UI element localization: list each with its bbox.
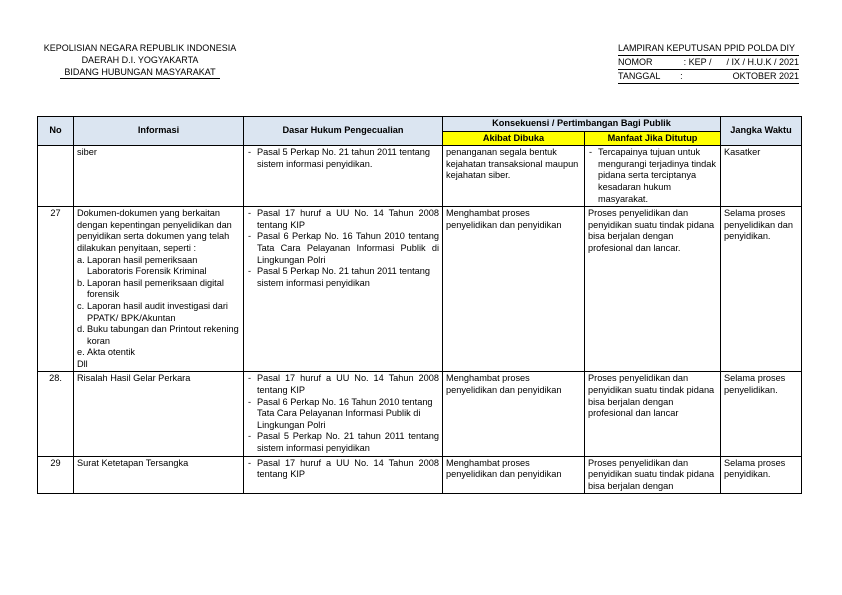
row-manfaat: Proses penyelidikan dan penyidikan suatu tindak pidana bisa berjalan dengan profesional dan lancar.: [585, 207, 721, 372]
legal-basis-item: - Pasal 17 huruf a UU No. 14 Tahun 2008 tentang KIP: [247, 373, 439, 396]
letterhead-right: [618, 42, 799, 84]
list-item: d. Buku tabungan dan Printout rekening koran: [77, 324, 239, 346]
col-jangka-waktu: Jangka Waktu: [721, 117, 802, 146]
number-value: : KEP / / IX / H.U.K / 2021: [683, 57, 799, 67]
list-item: e. Akta otentik: [77, 347, 136, 358]
informasi-tail: Dll: [77, 358, 88, 369]
col-manfaat-ditutup: Manfaat Jika Ditutup: [585, 131, 721, 146]
row-jangka: Selama proses penyelidikan.: [721, 372, 802, 456]
row-dasar: [244, 146, 443, 207]
legal-basis-item: - Pasal 17 huruf a UU No. 14 Tahun 2008 tentang KIP: [247, 208, 439, 231]
row-dasar: [244, 456, 443, 494]
row-informasi: [74, 207, 244, 372]
letterhead-left: [40, 42, 240, 79]
row-akibat: Menghambat proses penyelidikan dan penyidikan: [443, 456, 585, 494]
attachment-title: LAMPIRAN KEPUTUSAN PPID POLDA DIY: [618, 42, 799, 56]
col-informasi: Informasi: [74, 117, 244, 146]
col-konsekuensi: Konsekuensi / Pertimbangan Bagi Publik: [443, 117, 721, 132]
row-manfaat: [585, 146, 721, 207]
row-akibat: Menghambat proses penyelidikan dan penyidikan: [443, 207, 585, 372]
row-manfaat: Proses penyelidikan dan penyidikan suatu tindak pidana bisa berjalan dengan profesional dan lancar: [585, 372, 721, 456]
agency-name: KEPOLISIAN NEGARA REPUBLIK INDONESIA: [43, 43, 237, 53]
date-label: TANGGAL: [618, 71, 661, 81]
row-akibat: penanganan segala bentuk kejahatan transaksional maupun kejahatan siber.: [443, 146, 585, 207]
row-dasar: [244, 207, 443, 372]
row-akibat: Menghambat proses penyelidikan dan penyidikan: [443, 372, 585, 456]
col-dasar-hukum: Dasar Hukum Pengecualian: [244, 117, 443, 146]
table-row: [38, 456, 802, 494]
date-value: : OKTOBER 2021: [680, 71, 799, 81]
row-informasi: Risalah Hasil Gelar Perkara: [74, 372, 244, 456]
row-informasi: siber: [74, 146, 244, 207]
legal-basis-item: - Pasal 5 Perkap No. 21 tahun 2011 tentang sistem informasi penyidikan: [247, 266, 439, 289]
row-no: 27: [38, 207, 74, 372]
number-line: [618, 56, 799, 70]
row-no: 29: [38, 456, 74, 494]
legal-basis-item: - Pasal 5 Perkap No. 21 tahun 2011 tentang sistem informasi penyidikan: [247, 431, 439, 454]
legal-basis-item: - Pasal 5 Perkap No. 21 tahun 2011 tentang sistem informasi penyidikan.: [247, 147, 439, 170]
list-item: a. Laporan hasil pemeriksaan Laboratoris Forensik Kriminal: [77, 254, 207, 277]
table-row: [38, 146, 802, 207]
list-item: c. Laporan hasil audit investigasi dari PPATK/ BPK/Akuntan: [77, 300, 228, 323]
table-row: [38, 372, 802, 456]
date-line: [618, 70, 799, 84]
informasi-intro: Dokumen-dokumen yang berkaitan dengan kepentingan penyelidikan dan penyidikan serta dokumen yang telah dilakukan penyitaan, seperti :: [77, 208, 232, 253]
row-dasar: [244, 372, 443, 456]
list-item: b. Laporan hasil pemeriksaan digital forensik: [77, 277, 224, 300]
row-informasi: Surat Ketetapan Tersangka: [74, 456, 244, 494]
benefit-item: - Tercapainya tujuan untuk mengurangi terjadinya tindak pidana serta terciptanya kesadaran hukum masyarakat.: [588, 147, 717, 205]
row-no: [38, 146, 74, 207]
legal-basis-item: - Pasal 17 huruf a UU No. 14 Tahun 2008 tentang KIP: [247, 458, 439, 481]
region-name: DAERAH D.I. YOGYAKARTA: [81, 55, 199, 65]
col-akibat-dibuka: Akibat Dibuka: [443, 131, 585, 146]
row-no: 28.: [38, 372, 74, 456]
row-jangka: Selama proses penyelidikan dan penyidikan.: [721, 207, 802, 372]
legal-basis-item: - Pasal 6 Perkap No. 16 Tahun 2010 tentang Tata Cara Pelayanan Informasi Publik di Lingkungan Polri: [247, 397, 439, 432]
legal-basis-item: - Pasal 6 Perkap No. 16 Tahun 2010 tentang Tata Cara Pelayanan Informasi Publik di Lingkungan Polri: [247, 231, 439, 266]
division-name: BIDANG HUBUNGAN MASYARAKAT: [60, 66, 219, 79]
col-no: No: [38, 117, 74, 146]
exemption-table: [37, 116, 802, 494]
table-row: [38, 207, 802, 372]
number-label: NOMOR: [618, 57, 653, 67]
row-manfaat: Proses penyelidikan dan penyidikan suatu tindak pidana bisa berjalan dengan: [585, 456, 721, 494]
row-jangka: Selama proses penyidikan.: [721, 456, 802, 494]
row-jangka: Kasatker: [721, 146, 802, 207]
